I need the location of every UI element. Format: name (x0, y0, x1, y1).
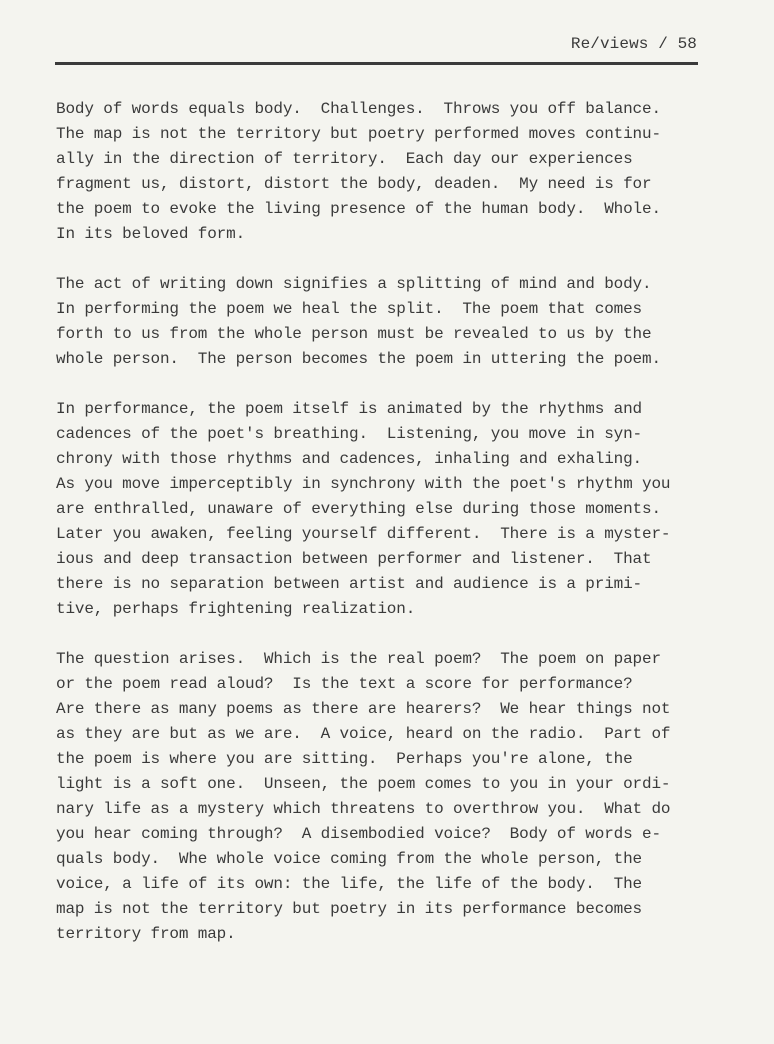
text-line: The act of writing down signifies a splitting of mind and body. (56, 275, 652, 293)
text-line: In performance, the poem itself is animated by the rhythms and (56, 400, 642, 418)
text-line: territory from map. (56, 925, 236, 943)
text-line: cadences of the poet's breathing. Listening, you move in syn- (56, 425, 642, 443)
text-line: forth to us from the whole person must be revealed to us by the (56, 325, 652, 343)
text-line: tive, perhaps frightening realization. (56, 600, 416, 618)
text-line: Body of words equals body. Challenges. Throws you off balance. (56, 100, 661, 118)
text-line: nary life as a mystery which threatens to overthrow you. What do (56, 800, 671, 818)
paragraph-3 (56, 397, 716, 622)
text-line: the poem is where you are sitting. Perhaps you're alone, the (56, 750, 633, 768)
text-line: there is no separation between artist and audience is a primi- (56, 575, 642, 593)
paragraph-2 (56, 272, 716, 372)
text-line: The map is not the territory but poetry performed moves continu- (56, 125, 661, 143)
text-line: Later you awaken, feeling yourself different. There is a myster- (56, 525, 671, 543)
text-line: as they are but as we are. A voice, heard on the radio. Part of (56, 725, 671, 743)
text-line: ious and deep transaction between performer and listener. That (56, 550, 652, 568)
text-line: whole person. The person becomes the poem in uttering the poem. (56, 350, 661, 368)
header-rule (55, 62, 698, 65)
text-line: quals body. Whe whole voice coming from the whole person, the (56, 850, 642, 868)
text-line: In its beloved form. (56, 225, 246, 243)
text-line: the poem to evoke the living presence of the human body. Whole. (56, 200, 661, 218)
paragraph-1 (56, 97, 716, 247)
text-line: map is not the territory but poetry in its performance becomes (56, 900, 642, 918)
text-line: ally in the direction of territory. Each day our experiences (56, 150, 633, 168)
text-line: light is a soft one. Unseen, the poem comes to you in your ordi- (56, 775, 671, 793)
text-line: fragment us, distort, distort the body, deaden. My need is for (56, 175, 652, 193)
paragraph-4 (56, 647, 716, 947)
body-text (56, 97, 716, 972)
text-line: As you move imperceptibly in synchrony with the poet's rhythm you (56, 475, 671, 493)
text-line: voice, a life of its own: the life, the life of the body. The (56, 875, 642, 893)
text-line: you hear coming through? A disembodied voice? Body of words e- (56, 825, 661, 843)
text-line: In performing the poem we heal the split. The poem that comes (56, 300, 642, 318)
running-head: Re/views / 58 (570, 35, 697, 53)
text-line: or the poem read aloud? Is the text a score for performance? (56, 675, 633, 693)
text-line: Are there as many poems as there are hearers? We hear things not (56, 700, 671, 718)
text-line: are enthralled, unaware of everything else during those moments. (56, 500, 661, 518)
text-line: The question arises. Which is the real poem? The poem on paper (56, 650, 661, 668)
text-line: chrony with those rhythms and cadences, inhaling and exhaling. (56, 450, 642, 468)
